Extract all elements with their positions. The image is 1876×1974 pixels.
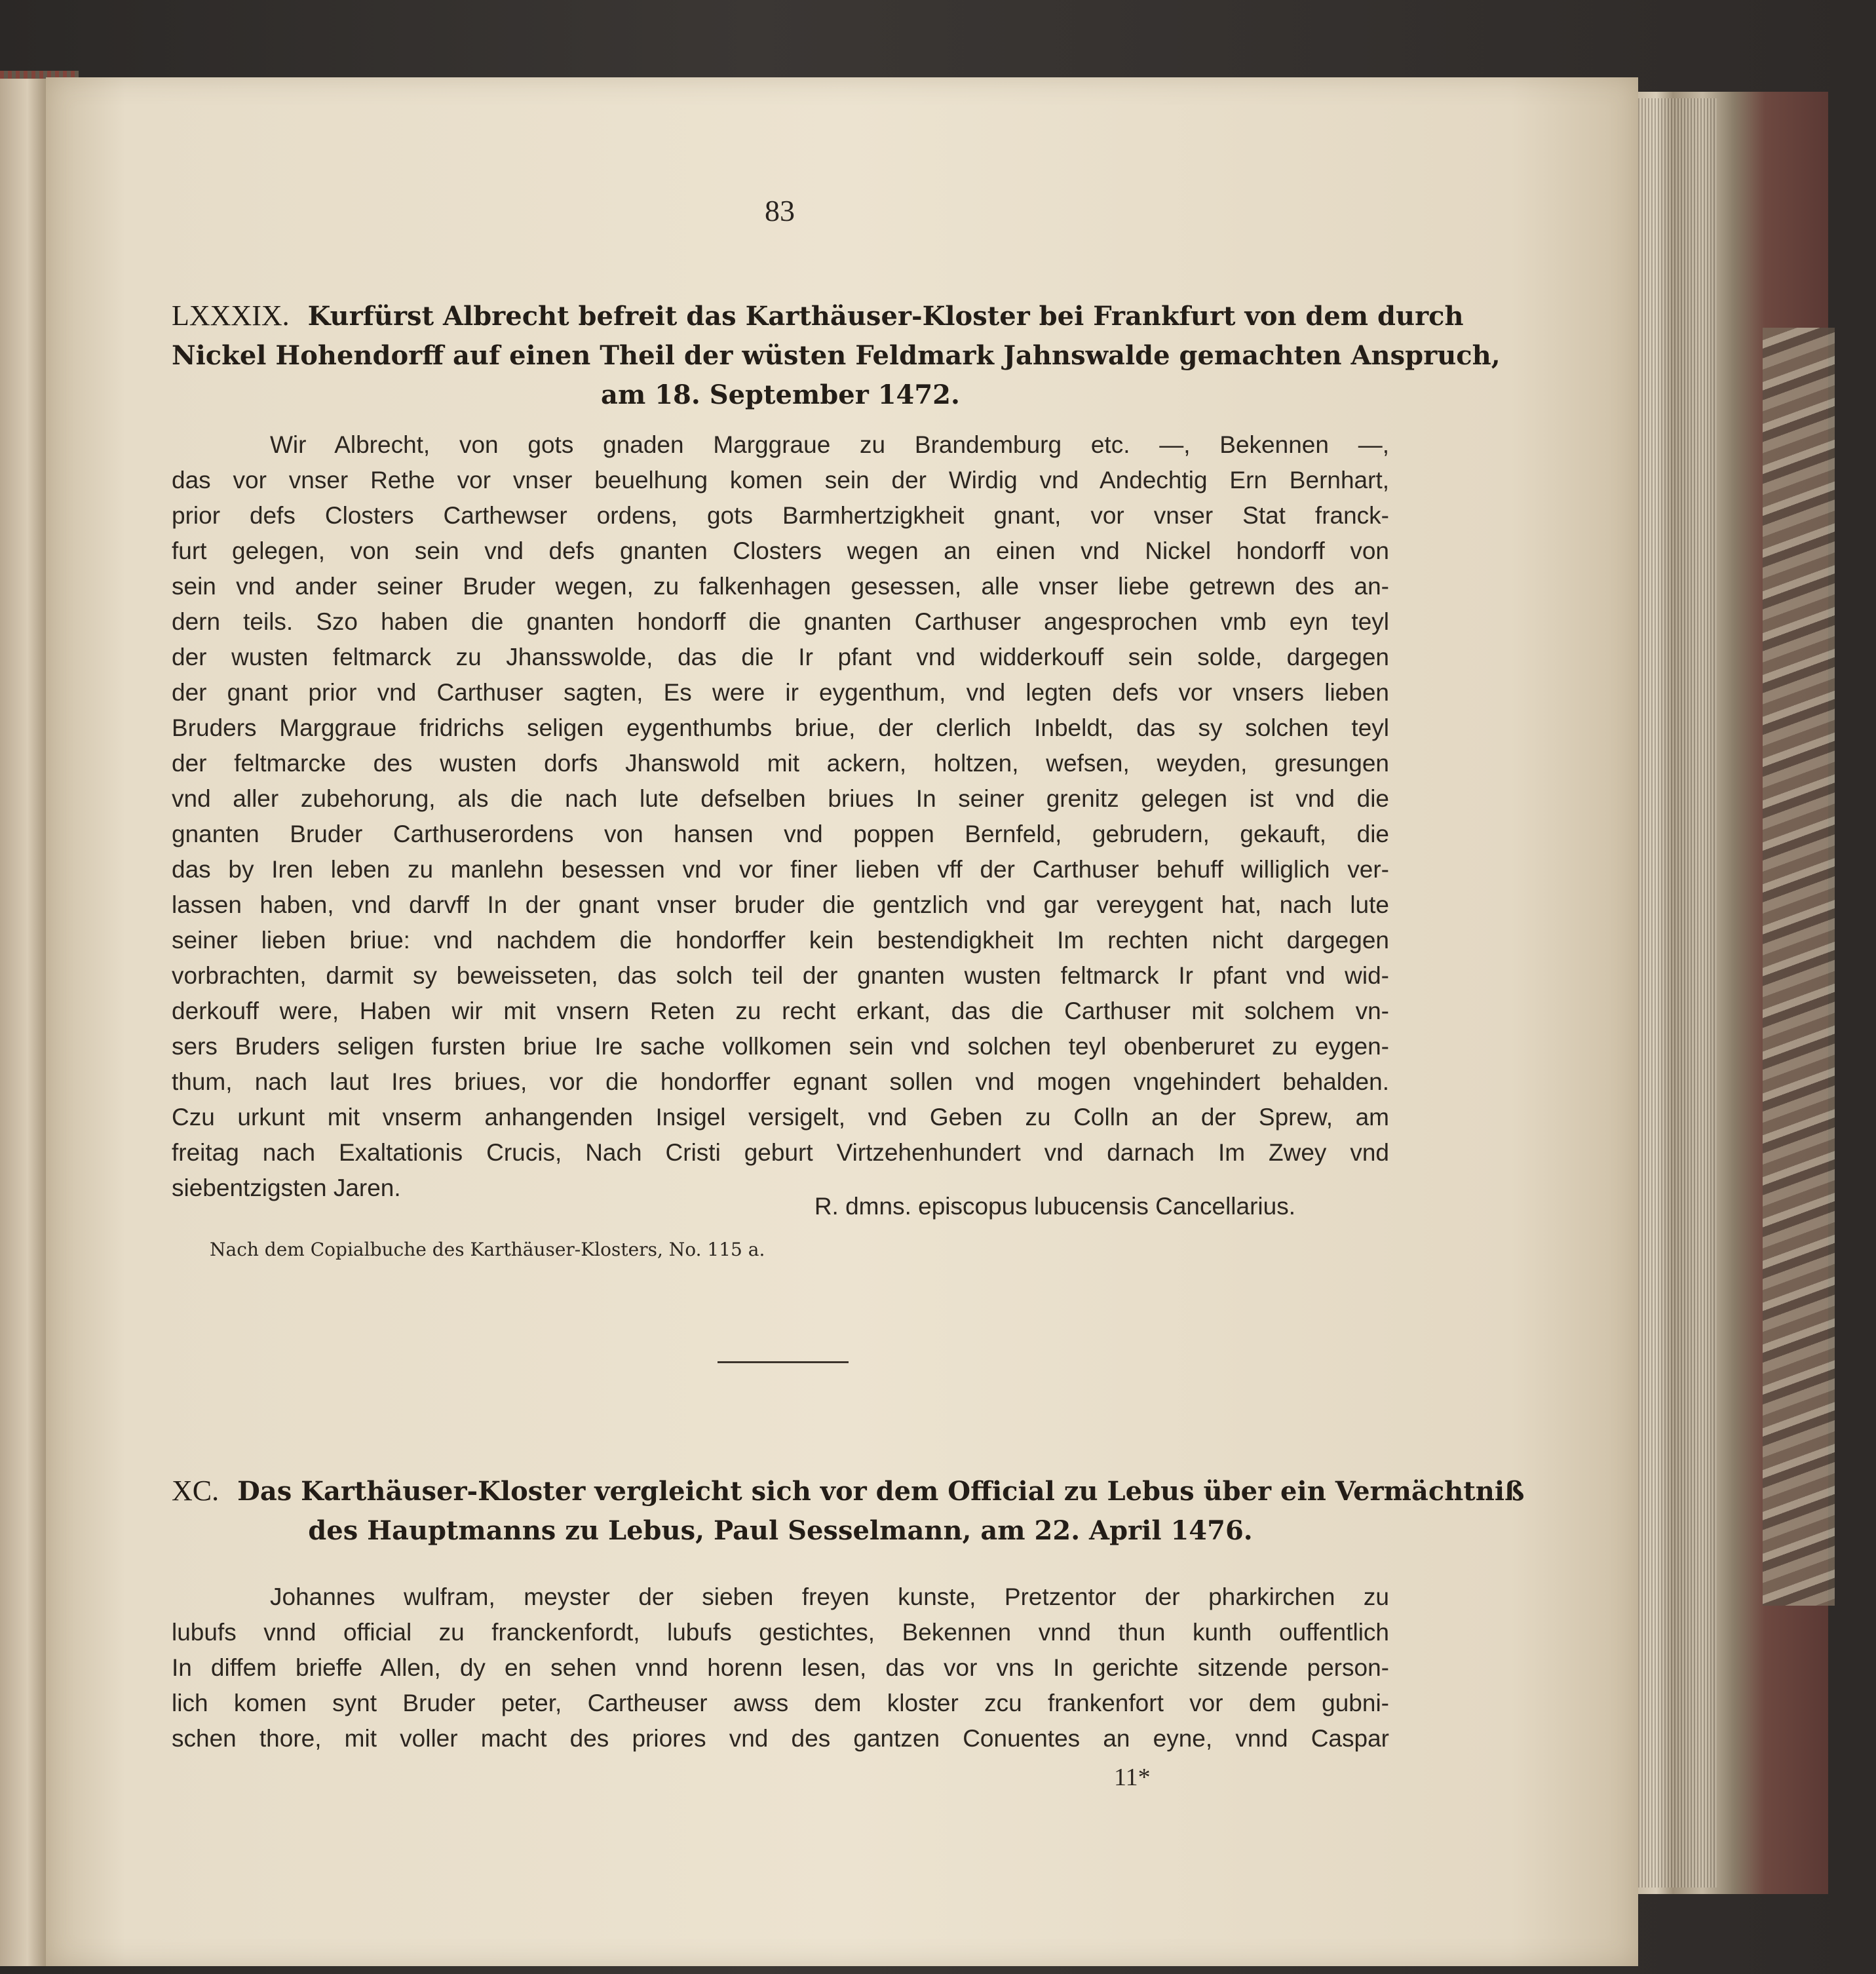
- doc2-text-line: lich komen synt Bruder peter, Cartheuser awss dem kloster zcu frankenfort vor dem gubni-: [172, 1690, 1389, 1716]
- section-divider: [718, 1361, 849, 1363]
- doc1-signature: R. dmns. episcopus lubucensis Cancellarius.: [814, 1193, 1295, 1220]
- doc1-text-line: thum, nach laut Ires briues, vor die hondorffer egnant sollen vnd mogen vngehindert behalden.: [172, 1068, 1389, 1095]
- doc2-heading-line2: des Hauptmanns zu Lebus, Paul Sesselmann, am 22. April 1476.: [308, 1515, 1253, 1546]
- marbled-cover: [1763, 328, 1835, 1606]
- doc1-text-line: furt gelegen, von sein vnd defs gnanten Closters wegen an einen vnd Nickel hondorff von: [172, 537, 1389, 564]
- doc2-text-line: lubufs vnnd official zu franckenfordt, lubufs gestichtes, Bekennen vnnd thun kunth ouffentlich: [172, 1619, 1389, 1646]
- doc2-heading-line1: Das Karthäuser-Kloster vergleicht sich vor dem Official zu Lebus über ein Vermächtniß: [237, 1476, 1525, 1507]
- doc1-text-line: Bruders Marggraue fridrichs seligen eygenthumbs briue, der clerlich Inbeldt, das sy solchen teyl: [172, 714, 1389, 741]
- doc2-body: [172, 1579, 1389, 1756]
- doc2-text-line: In diffem brieffe Allen, dy en sehen vnnd horenn lesen, das vor vns In gerichte sitzende person-: [172, 1654, 1389, 1681]
- doc1-text-line: seiner lieben briue: vnd nachdem die hondorffer kein bestendigkheit Im rechten nicht dargegen: [172, 927, 1389, 954]
- doc2-number: XC.: [172, 1475, 220, 1507]
- doc1-text-line: dern teils. Szo haben die gnanten hondorff die gnanten Carthuser angesprochen vmb eyn teyl: [172, 608, 1389, 635]
- doc1-text-line: prior defs Closters Carthewser ordens, gots Barmhertzigkheit gnant, vor vnser Stat franck-: [172, 502, 1389, 529]
- signature-mark: 11*: [1114, 1764, 1151, 1791]
- doc1-text-line: sers Bruders seligen fursten briue Ire sache vollkomen sein vnd solchen teyl obenberuret zu eygen-: [172, 1033, 1389, 1060]
- doc1-heading-line2: Nickel Hohendorff auf einen Theil der wüsten Feldmark Jahnswalde gemachten Anspruch,: [172, 340, 1501, 371]
- doc1-text-line: derkouff were, Haben wir mit vnsern Reten zu recht erkant, das die Carthuser mit solchem vn-: [172, 997, 1389, 1024]
- doc1-body: [172, 427, 1389, 1206]
- doc1-text-line: der wusten feltmarck zu Jhansswolde, das die Ir pfant vnd widderkouff sein solde, dargegen: [172, 644, 1389, 670]
- doc1-text-line: gnanten Bruder Carthuserordens von hansen vnd poppen Bernfeld, gebrudern, gekauft, die: [172, 821, 1389, 847]
- doc1-text-line: lassen haben, vnd darvff In der gnant vnser bruder die gentzlich vnd gar vereygent hat, nach lute: [172, 891, 1389, 918]
- doc1-text-line: siebentzigsten Jaren.: [172, 1174, 401, 1201]
- doc1-heading: [172, 296, 1501, 415]
- doc1-text-line: sein vnd ander seiner Bruder wegen, zu falkenhagen gesessen, alle vnser liebe getrewn des an-: [172, 573, 1389, 600]
- doc1-text-line: der feltmarcke des wusten dorfs Jhanswold mit ackern, holtzen, wefsen, weyden, gresungen: [172, 750, 1389, 777]
- doc1-text-line: Wir Albrecht, von gots gnaden Marggraue zu Brandemburg etc. —, Bekennen —,: [270, 431, 1389, 458]
- doc2-heading: [172, 1471, 1525, 1551]
- doc1-text-line: das by Iren leben zu manlehn besessen vnd vor finer lieben vff der Carthuser behuff williglich ver-: [172, 856, 1389, 883]
- doc2-text-line: schen thore, mit voller macht des priores vnd des gantzen Conuentes an eyne, vnnd Caspar: [172, 1725, 1389, 1752]
- doc1-text-line: vnd aller zubehorung, als die nach lute defselben briues In seiner grenitz gelegen ist vnd die: [172, 785, 1389, 812]
- doc1-text-line: freitag nach Exaltationis Crucis, Nach Cristi geburt Virtzehenhundert vnd darnach Im Zwey vnd: [172, 1139, 1389, 1166]
- doc1-text-line: vorbrachten, darmit sy beweisseten, das solch teil der gnanten wusten feltmarck Ir pfant vnd wid-: [172, 962, 1389, 989]
- doc1-heading-line1: Kurfürst Albrecht befreit das Karthäuser-Kloster bei Frankfurt von dem durch: [307, 301, 1464, 332]
- doc1-text-line: Czu urkunt mit vnserm anhangenden Insigel versigelt, vnd Geben zu Colln an der Sprew, am: [172, 1104, 1389, 1131]
- doc1-text-line: der gnant prior vnd Carthuser sagten, Es were ir eygenthum, vnd legten defs vor vnsers lieben: [172, 679, 1389, 706]
- doc1-heading-line3: am 18. September 1472.: [601, 379, 960, 410]
- doc1-source: Nach dem Copialbuche des Karthäuser-Klosters, No. 115 a.: [210, 1239, 765, 1260]
- doc1-text-line: das vor vnser Rethe vor vnser beuelhung komen sein der Wirdig vnd Andechtig Ern Bernhart,: [172, 467, 1389, 494]
- page-edges: [1632, 98, 1717, 1887]
- page-number: 83: [765, 194, 795, 227]
- doc2-text-line: Johannes wulfram, meyster der sieben freyen kunste, Pretzentor der pharkirchen zu: [270, 1583, 1389, 1610]
- left-page: [0, 79, 46, 1966]
- doc1-number: LXXXIX.: [172, 300, 290, 332]
